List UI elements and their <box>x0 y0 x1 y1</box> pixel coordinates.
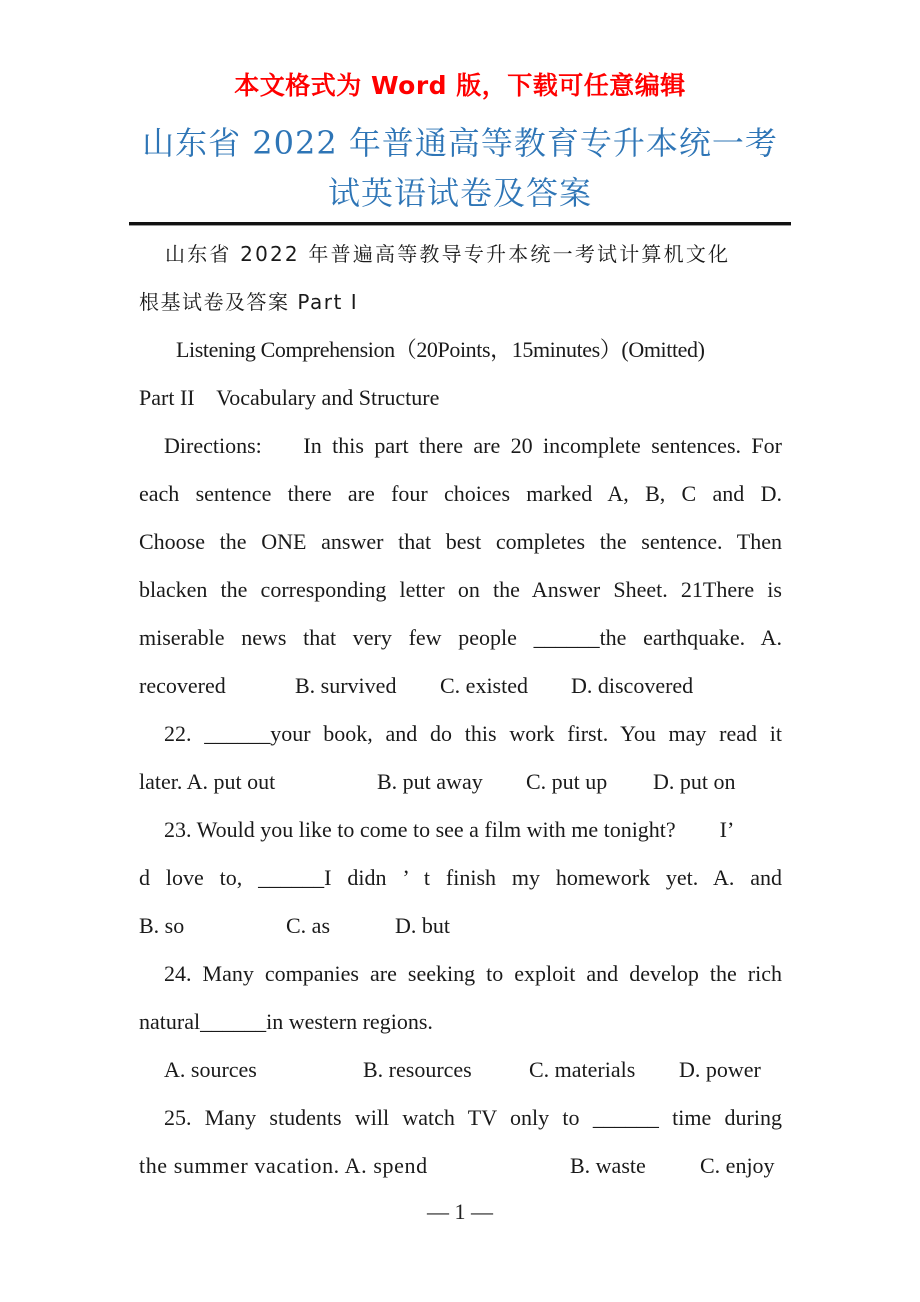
directions-line-2: each sentence there are four choices marked A, B, C and D. <box>139 481 782 506</box>
question-23-option-c: C. as <box>286 913 330 938</box>
document-title <box>130 118 790 218</box>
word-format-notice: 本文格式为 Word 版，下载可任意编辑 <box>234 71 686 100</box>
question-23-option-b: B. so <box>139 913 185 938</box>
question-24-option-a: A. sources <box>164 1057 257 1082</box>
title-line-2: 试英语试卷及答案 <box>327 174 592 212</box>
directions-line-1: Directions: In this part there are 20 incomplete sentences. For <box>164 433 782 458</box>
question-21-line-1: miserable news that very few people ______the earthquake. A. <box>139 625 782 650</box>
title-line-1: 山东省 2022 年普通高等教育专升本统一考 <box>142 124 778 162</box>
question-21-options <box>139 662 782 710</box>
question-22-option-b: B. put away <box>377 769 483 794</box>
question-22-line-1: 22. ______your book, and do this work first. You may read it <box>164 721 782 746</box>
question-25-option-a: the summer vacation. A. spend <box>139 1153 428 1178</box>
intro-line-2 <box>139 278 782 326</box>
question-25-line-1: 25. Many students will watch TV only to ______ time during <box>164 1105 782 1130</box>
question-23-option-d: D. but <box>395 913 450 938</box>
question-23-options <box>139 902 782 950</box>
question-25-option-c: C. enjoy <box>700 1153 775 1178</box>
question-21-option-d: D. discovered <box>571 673 694 698</box>
intro-line-1: 山东省 2022 年普遍高等教导专升本统一考试计算机文化 <box>165 242 731 266</box>
question-21-option-b: B. survived <box>295 673 397 698</box>
question-24-options <box>139 1046 782 1094</box>
question-21-option-a: recovered <box>139 673 226 698</box>
question-24-line-1: 24. Many companies are seeking to exploit and develop the rich <box>164 961 782 986</box>
title-divider <box>129 222 791 226</box>
question-24-line-2: natural______in western regions. <box>139 1009 433 1034</box>
question-22-options <box>139 758 782 806</box>
question-22-option-d: D. put on <box>653 769 736 794</box>
question-23-line-2: d love to, ______I didn ’ t finish my homework yet. A. and <box>139 865 782 890</box>
question-22-option-c: C. put up <box>526 769 608 794</box>
question-25-option-b: B. waste <box>570 1153 646 1178</box>
page-number: — 1 — <box>427 1199 493 1224</box>
question-21-option-c: C. existed <box>440 673 528 698</box>
question-23-line-1: 23. Would you like to come to see a film with me tonight? I’ <box>164 817 735 842</box>
question-24-option-c: C. materials <box>529 1057 636 1082</box>
question-25-options <box>139 1142 782 1190</box>
question-24-option-d: D. power <box>679 1057 761 1082</box>
directions-line-3: Choose the ONE answer that best completes the sentence. Then <box>139 529 782 554</box>
question-22-option-a: later. A. put out <box>139 769 276 794</box>
directions-line-4: blacken the corresponding letter on the Answer Sheet. 21There is <box>139 577 782 602</box>
intro-line-2-text: 根基试卷及答案 Part I <box>139 290 359 314</box>
intro-line-4: Part II Vocabulary and Structure <box>139 385 440 410</box>
question-24-option-b: B. resources <box>363 1057 472 1082</box>
intro-line-3: Listening Comprehension（20Points，15minutes）(Omitted) <box>176 337 705 362</box>
